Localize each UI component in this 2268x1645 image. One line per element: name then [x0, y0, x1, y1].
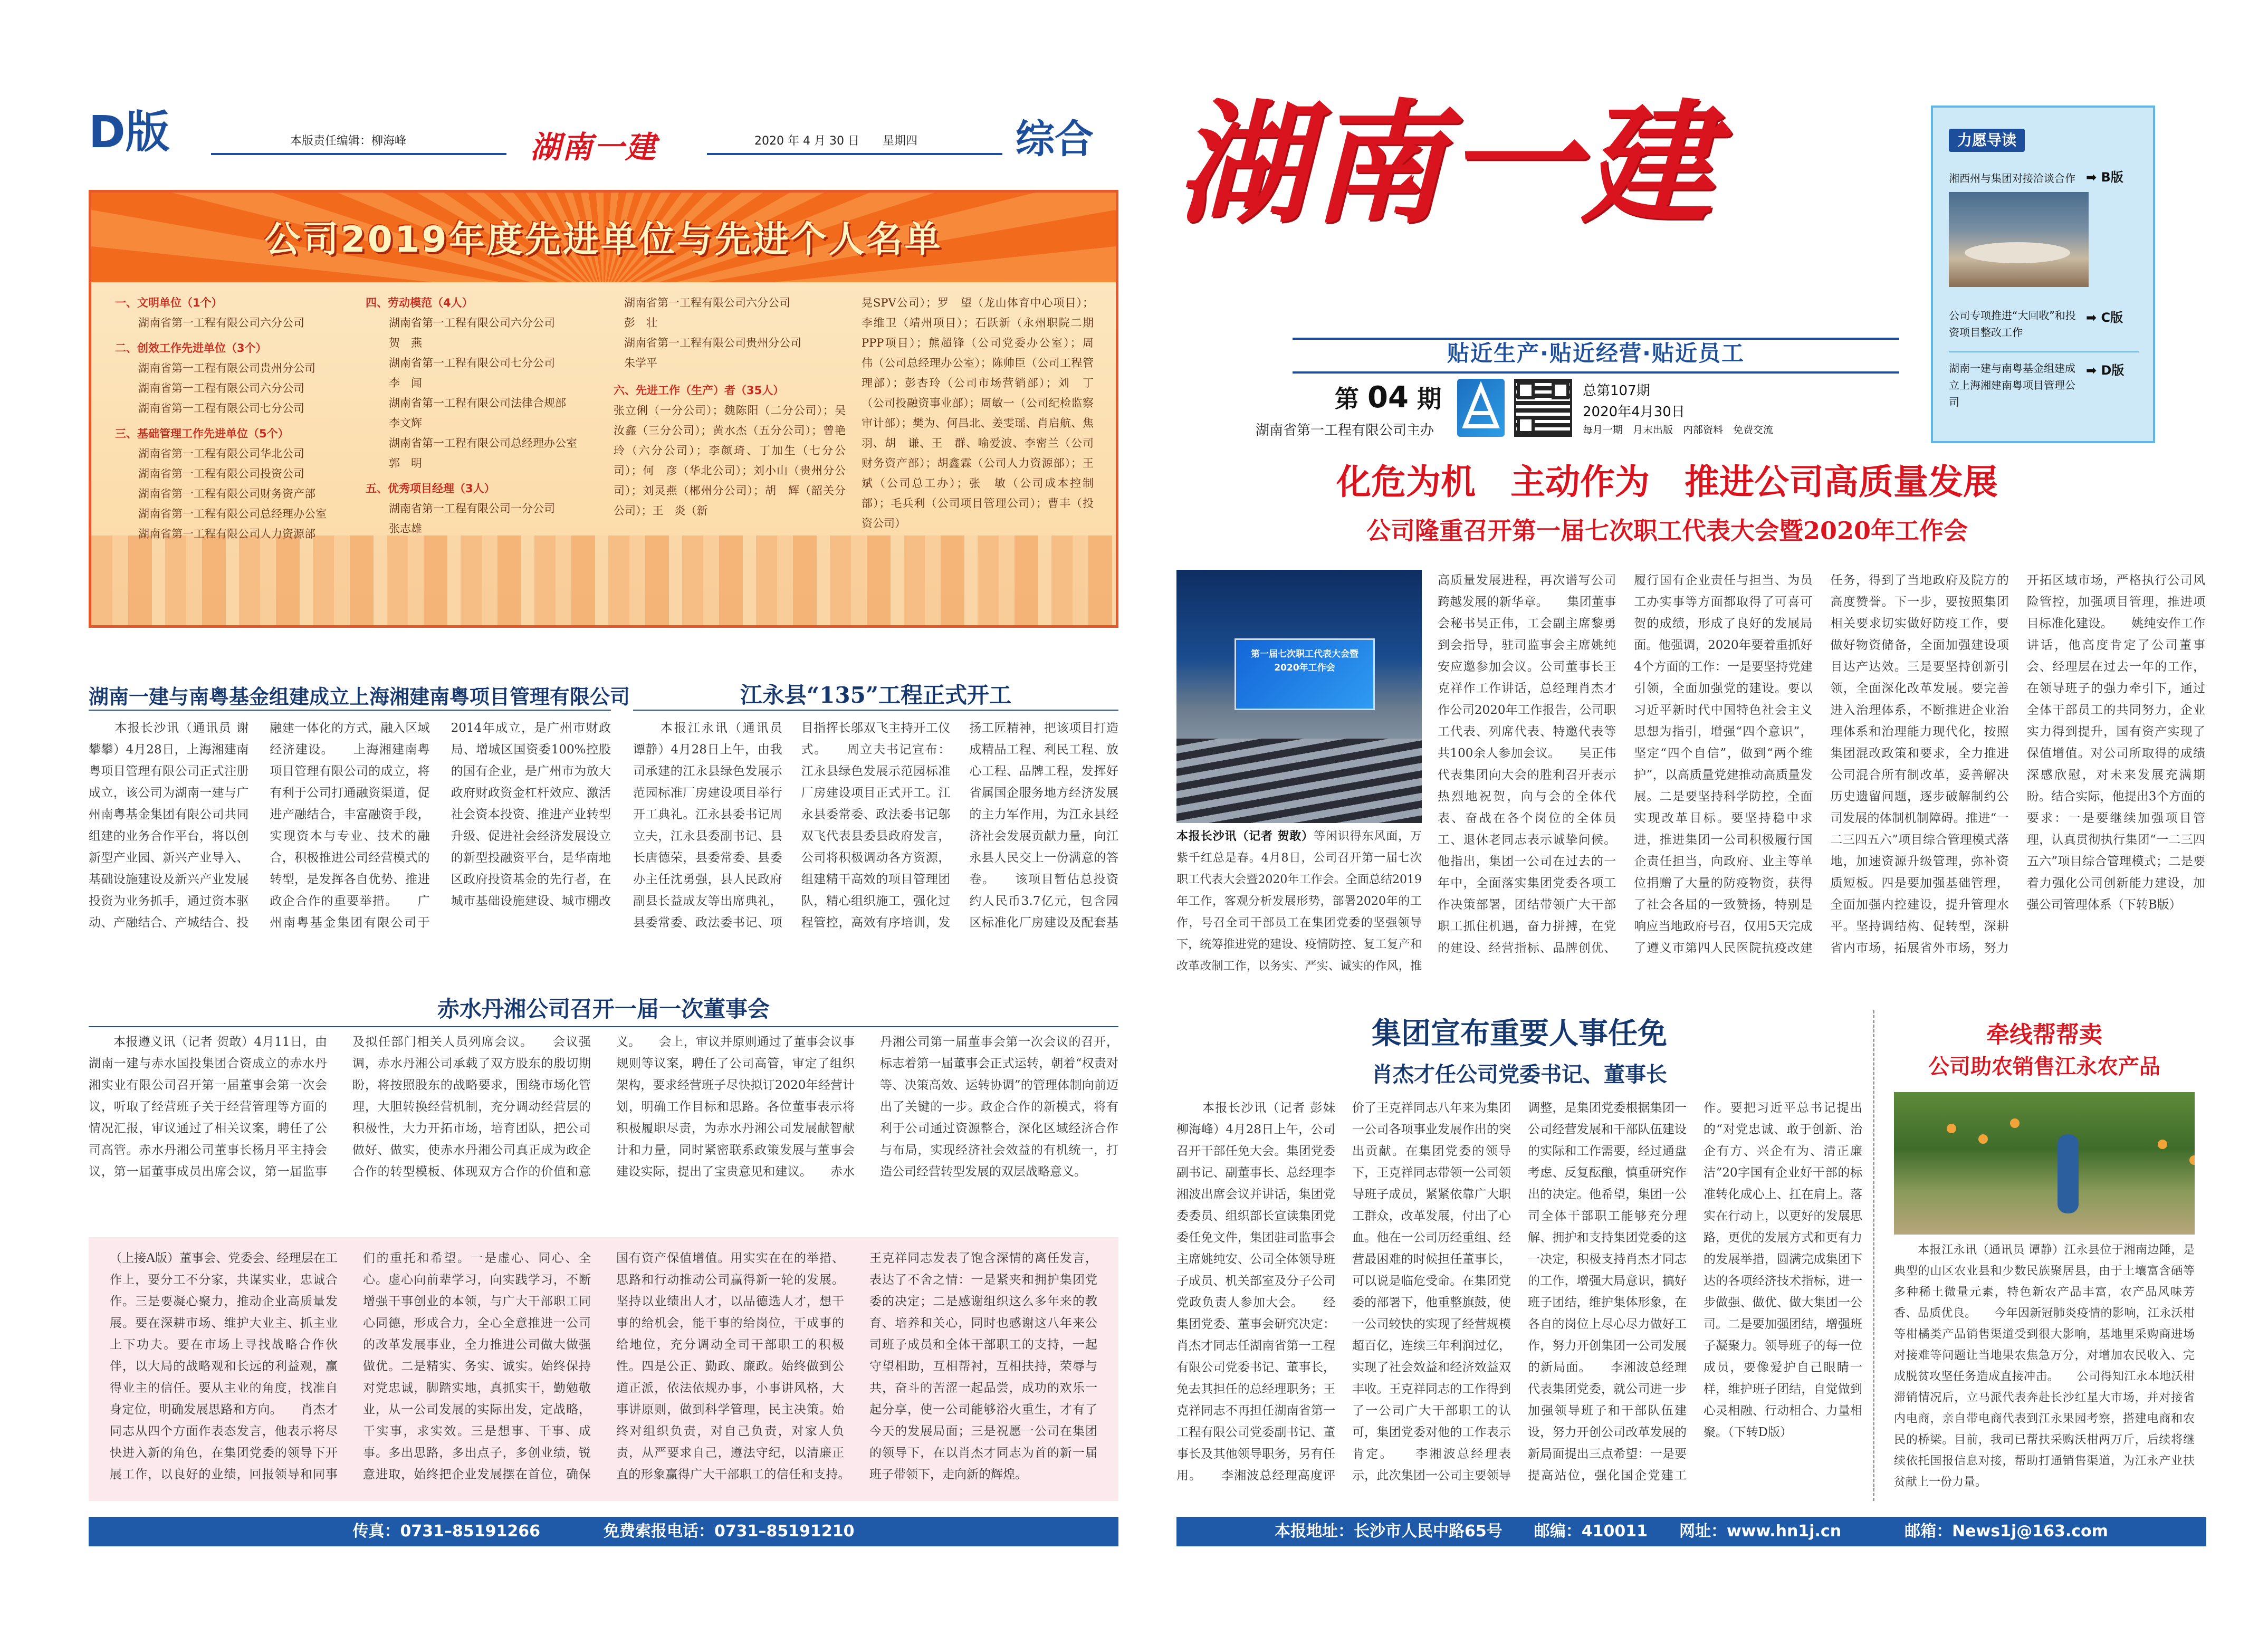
- right-footer: [1176, 1517, 2206, 1546]
- emblem-icon: [1457, 379, 1505, 437]
- issue-frequency: 每月一期 月末出版 内部资料 免费交流: [1583, 424, 1774, 436]
- honors-item: 湖南省第一工程有限公司贵州分公司: [624, 337, 801, 349]
- guide-tag: 力愿导读: [1949, 129, 2025, 152]
- arrow-right-icon: ➡: [2086, 310, 2097, 325]
- conference-screen: [1235, 638, 1375, 710]
- audience-rows: [1176, 739, 1422, 823]
- honors-col-1: [115, 293, 347, 544]
- honors-item: 张立俐（一分公司）；魏陈阳（二分公司）；吴汝鑫（三分公司）；黄水杰（五分公司）；曾艳玲（六分公司）；李颜琦、丁加生（七分公司）；何 彦（华北公司）；刘小山（贵州分公司）；刘灵燕（郴州分公司）；胡 辉（韶关分公司）；王 炎（新: [614, 404, 846, 517]
- guide-page: C版: [2101, 310, 2123, 325]
- guide-page: D版: [2101, 363, 2125, 378]
- footer-address: 本报地址：长沙市人民中路65号 邮编：410011 网址：www.hn1j.cn 邮箱：News1j@163.com: [1275, 1522, 2108, 1541]
- article2-body: [633, 718, 1118, 955]
- honors-cat: 一、文明单位（1个）: [115, 297, 223, 309]
- article3-title: 赤水丹湘公司召开一届一次董事会: [437, 996, 770, 1022]
- guide-item-1-page[interactable]: [2086, 167, 2123, 185]
- honors-item: 湖南省第一工程有限公司七分公司: [389, 357, 555, 369]
- honors-item: 湖南省第一工程有限公司投资公司: [138, 467, 304, 480]
- farm-body: [1894, 1240, 2195, 1498]
- honors-item: 湖南省第一工程有限公司财务资产部: [138, 487, 315, 500]
- honors-item: 朱学平: [624, 357, 657, 369]
- honors-item: 李文辉: [389, 417, 422, 429]
- honors-item: 湖南省第一工程有限公司六分公司: [138, 317, 304, 329]
- guide-divider: [1949, 351, 2139, 352]
- honors-item: 湖南省第一工程有限公司总经理办公室: [389, 437, 577, 449]
- issue-suffix: 期: [1417, 385, 1441, 413]
- article3-rule: [89, 1026, 1118, 1027]
- honors-col-3: [614, 293, 846, 521]
- honors-item: 湖南省第一工程有限公司人力资源部: [138, 528, 315, 540]
- guide-photo-meeting: [1949, 192, 2089, 287]
- screen-text: 第一届七次职工代表大会暨2020年工作会: [1251, 649, 1358, 673]
- honors-item: 湖南省第一工程有限公司华北公司: [138, 447, 304, 460]
- article2-text: 本报江永讯（通讯员 谭静）4月28日上午，由我司承建的江永县绿色发展示范园标准厂房建设项目举行开工典礼。江永县委书记周立夫，江永县委副书记、县长唐德荣，县委常委、县委办主任沈勇强，县人民政府副县长益成友等出席典礼，县委常委、政法委书记、项目指挥长邬双飞主持开工仪式。 周立夫书记宣布：江永县绿色发展示范园标准厂房建设项目正式开工。江永县委常委、政法委书记邬双飞代表县委县政府发言，公司将积极调动各方资源，组建精干高效的项目管理团队，精心组织施工，强化过程管控，高效有序培训，发扬工匠精神，把该项目打造成精品工程、利民工程、放心工程、品牌工程，发挥好省属国企服务地方经济发展的主力军作用，为江永县经济社会发展贡献力量，向江永县人民交上一份满意的答卷。 该项目暂估总投资约人民币3.7亿元，包含园区标准化厂房建设及配套基: [633, 721, 1118, 930]
- article1-body-cols: [89, 718, 611, 955]
- honors-item: 湖南省第一工程有限公司一分公司: [389, 502, 555, 515]
- personnel-title: 集团宣布重要人事任免: [1372, 1016, 1667, 1051]
- lead-title: 化危为机 主动作为 推进公司高质量发展: [1336, 461, 1998, 502]
- masthead-logo: 湖南一建: [1176, 86, 1717, 241]
- arrow-right-icon: ➡: [2086, 363, 2097, 378]
- article1-rule: [89, 710, 611, 711]
- lead-text: 高质量发展进程，再次谱写公司跨越发展的新华章。 集团董事会秘书吴正伟，工会副主席黎勇到会指导，驻司监事会主席姚纯安应邀参加会议。公司董事长王克祥作工作讲话，总经理肖杰才作公司2020年工作报告，公司职工代表、列席代表、特邀代表等共100余人参加会议。 吴正伟代表集团向大会的胜利召开表示热烈地祝贺，向与会的全体代表、奋战在各个岗位的全体员工、退休老同志表示诚挚问候。他指出，集团一公司在过去的一年中，全面落实集团党委各项工作决策部署，团结带领广大干部职工抓住机遇，奋力拼搏，在党的建设、经营指标、品牌创优、履行国有企业责任与担当、为员工办实事等方面都取得了可喜可贺的成绩，形成了良好的发展局面。他强调，2020年要着重抓好4个方面的工作：一是要坚持党建引领，全面加强党的建设。要以习近平新时代中国特色社会主义思想为指引，增强“四个意识”，坚定“四个自信”，做到“两个维护”，以高质量党建推动高质量发展。二是要坚持科学防控，全面实现改革目标。要坚持稳中求进，推进集团一公司积极履行国企责任担当，向政府、业主等单位捐赠了大量的防疫物资，获得了社会各届的一致赞扬，特别是响应当地政府号召，仅用5天完成了遵义市第四人民医院抗疫改建任务，得到了当地政府及院方的高度赞誉。下一步，要按照集团相关要求切实做好防疫工作，要做好物资储备，全面加强建设项目达产达效。三是要坚持创新引领，全面深化改革发展。要完善进入治理体系，不断推进企业治理体系和治理能力现代化，按照集团混改政策和要求，全力推进公司混合所有制改革，妥善解决历史遗留问题，逐步破解制约公司发展的体制机制障碍。推进“一二三四五六”项目综合管理模式落地，加速资源升级管理，弥补资质短板。四是要加强基础管理，全面加强内控建设，提升管理水平。坚持调结构、促转型，深耕省内市场，拓展省外市场，努力开拓区域市场，严格执行公司风险管控，加强项目管理，推进项目标准化建设。 姚纯安作工作讲话，他高度肯定了公司董事会、经理层在过去一年的工作，在领导班子的强力牵引下，通过全体干部员工的共同努力，企业实力得到提升，国有资产实现了保值增值。对公司所取得的成绩深感欣慰，对未来发展充满期盼。结合实际，他提出3个方面的要求：一是要继续加强项目管理，认真贯彻执行集团“一二三四五六”项目综合管理模式；二是要着力强化公司创新能力建设，加强公司管理体系（下转B版）: [1438, 573, 2205, 955]
- article3-body: [89, 1031, 1118, 1206]
- farm-text: 本报江永讯（通讯员 谭静）江永县位于湘南边陲，是典型的山区农业县和少数民族聚居县，由于土壤富含硒等多种稀土微量元素，特色新农产品丰富，农产品风味芳香、品质优良。 今年因新冠肺炎疫情的影响，江永沃柑等柑橘类产品销售渠道受到很大影响，基地里采购商进场对接难等问题让当地果农焦急万分，对增加农民收入、完成脱贫攻坚任务造成直接冲击。 公司得知江永本地沃柑滞销情况后，立马派代表奔赴长沙红星大市场，并对接省内电商，亲自带电商代表到江永果园考察，搭建电商和农民的桥梁。目前，我司已帮扶采购沃柑两万斤，后续将继续依托国报信息对接，帮助打通销售渠道，为江永产业扶贫献上一份力量。: [1894, 1244, 2195, 1489]
- continuation-body: [110, 1248, 1097, 1490]
- guide-item-2-text[interactable]: 公司专项推进“大回收”和投资项目整改工作: [1949, 309, 2076, 339]
- article1-title: 湖南一建与南粤基金组建成立上海湘建南粤项目管理有限公司: [89, 685, 630, 709]
- banner-skyline: [91, 535, 1116, 625]
- header-logo: 湖南一建: [530, 129, 657, 165]
- honors-cat: 五、优秀项目经理（3人）: [366, 482, 495, 495]
- company-emblem: [1457, 379, 1505, 437]
- issue-label: [1335, 380, 1441, 415]
- article3-text: 本报遵义讯（记者 贺敢）4月11日，由湖南一建与赤水国投集团合资成立的赤水丹湘实业有限公司召开第一届董事会第一次会议，听取了经营班子关于经营管理等方面的情况汇报，审议通过了相关议案，聘任了公司高管。赤水丹湘公司董事长杨月平主持会议，第一届董事成员出席会议，第一届监事及拟任部门相关人员列席会议。 会议强调，赤水丹湘公司承载了双方股东的殷切期盼，将按照股东的战略要求，围绕市场化管理，大胆转换经营机制，充分调动经营层的积极性，大力开拓市场，培育团队，把公司做好、做实，使赤水丹湘公司真正成为政企合作的转型模板、体现双方合作的价值和意义。 会上，审议并原则通过了董事会议事规则等议案，聘任了公司高管，审定了组织架构，要求经营班子尽快拟订2020年经营计划，明确工作目标和思路。各位董事表示将积极履职尽责，为赤水丹湘公司发展献智献计和力量，同时紧密联系政策发展与董事会建设实际，提出了宝贵意见和建议。 赤水丹湘公司第一届董事会第一次会议的召开，标志着第一届董事会正式运转，朝着“权责对等、决策高效、运转协调”的管理体制向前迈出了关键的一步。政企合作的新模式，将有利于公司通过资源整合，深化区域经济合作与布局，实现经济社会效益的有机统一，打造公司经营转型发展的双层战略意义。: [89, 1035, 1118, 1179]
- personnel-subtitle: 肖杰才任公司党委书记、董事长: [1372, 1062, 1667, 1087]
- personnel-body: [1176, 1097, 1862, 1498]
- issue-prefix: 第: [1335, 385, 1359, 413]
- honors-item: 湖南省第一工程有限公司贵州分公司: [138, 362, 315, 375]
- lead-photo-caption: [1176, 826, 1422, 979]
- honors-item: 湖南省第一工程有限公司六分公司: [389, 317, 555, 329]
- honors-item: 李 闻: [389, 377, 422, 389]
- article2-title: 江永县“135”工程正式开工: [740, 682, 1011, 708]
- guide-item-2-page[interactable]: [2086, 307, 2123, 326]
- edition-label: D版: [89, 106, 170, 158]
- guide-box: [1931, 106, 2155, 443]
- qr-code[interactable]: [1514, 379, 1572, 437]
- continuation-text: （上接A版）董事会、党委会、经理层在工作上，要分工不分家，共谋实业，忠诚合作。三是要凝心聚力，推动企业高质量发展。要在深耕市场、维护大业主、抓主业上下功夫。要在市场上寻找战略合作伙伴，以大局的战略观和长远的利益观，赢得业主的信任。要从主业的角度，找准自身定位，明确发展思路和方向。 肖杰才同志从四个方面作表态发言，他表示将尽快进入新的角色，在集团党委的领导下开展工作，以良好的业绩，回报领导和同事们的重托和希望。一是虚心、同心、全心。虚心向前辈学习，向实践学习，不断增强干事创业的本领，与广大干部职工同心同德，形成合力，全心全意推进一公司的改革发展事业，全力推进公司做大做强做优。二是精实、务实、诚实。始终保持对党忠诚，脚踏实地，真抓实干，勤勉敬业，从一公司发展的实际出发，定战略，干实事，求实效。三是想事、干事、成事。多出思路，多出点子，多创业绩，锐意进取，始终把企业发展摆在首位，确保国有资产保值增值。用实实在在的举措、思路和行动推动公司赢得新一轮的发展。坚持以业绩出人才，以品德选人才，想干事的给机会，能干事的给岗位，干成事的给地位，充分调动全司干部职工的积极性。四是公正、勤政、廉政。始终做到公道正派，依法依规办事，小事讲风格，大事讲原则，做到科学管理，民主决策。始终对组织负责，对自己负责，对家人负责，从严要求自己，遵法守纪，以清廉正直的形象赢得广大干部职工的信任和支持。 王克祥同志发表了饱含深情的离任发言，表达了不舍之情：一是紧夹和拥护集团党委的决定；二是感谢组织这么多年来的教育、培养和关心，同时也感谢这八年来公司班子成员和全体干部职工的支持，一起守望相助，互相帮衬，互相扶持，荣辱与共，奋斗的苦涩一起品尝，成功的欢乐一起分享，使一公司能够浴火重生，才有了今天的发展局面；三是祝愿一公司在集团的领导下，在以肖杰才同志为首的新一届班子带领下，走向新的辉煌。: [110, 1251, 1097, 1481]
- honors-cat: 六、先进工作（生产）者（35人）: [614, 384, 784, 397]
- honors-item: 郭 明: [389, 457, 422, 470]
- farmer-figure: [2058, 1134, 2079, 1213]
- personnel-text: 本报长沙讯（记者 彭妹 柳海峰）4月28日上午，公司召开干部任免大会。集团党委副书记、副董事长、总经理李湘波出席会议并讲话，集团党委委员、组织部长宣读集团党委任免文件，集团驻司监事会主席姚纯安、公司全体领导班子成员、机关部室及分子公司党政负责人参加大会。 经集团党委、董事会研究决定：肖杰才同志任湖南省第一工程有限公司党委书记、董事长，免去其担任的总经理职务；王克祥同志不再担任湖南省第一工程有限公司党委副书记、董事长及其他领导职务，另有任用。 李湘波总经理高度评价了王克祥同志八年来为集团一公司各项事业发展作出的突出贡献。在集团党委的领导下，王克祥同志带领一公司领导班子成员，紧紧依靠广大职工群众，改革发展，付出了心血。他在一公司历经重组、经营最困难的时候担任董事长，可以说是临危受命。在集团党委的部署下，他重整旗鼓，使一公司较快的实现了经营规模超百亿，连续三年利润过亿，实现了社会效益和经济效益双丰收。王克祥同志的工作得到了一公司广大干部职工的认可，集团党委对他的工作表示肯定。 李湘波总经理表示，此次集团一公司主要领导调整，是集团党委根据集团一公司经营发展和干部队伍建设的实际和工作需要，经过通盘考虑、反复酝酿，慎重研究作出的决定。他希望，集团一公司全体干部职工能够充分理解、拥护和支持集团党委的这一决定，积极支持肖杰才同志的工作，增强大局意识，搞好班子团结，维护集体形象，在各自的岗位上尽心尽力做好工作，努力开创集团一公司发展的新局面。 李湘波总经理代表集团党委，就公司进一步加强领导班子和干部队伍建设，努力开创公司改革发展的新局面提出三点希望：一是要提高站位，强化国企党建工作。要把习近平总书记提出的“对党忠诚、敢于创新、治企有方、兴企有为、清正廉洁”20字国有企业好干部的标准转化成心上、扛在肩上。落实在行动上，以更好的发展思路，更优的发展方式和更有力的发展举措，圆满完成集团下达的各项经济技术指标，进一步做强、做优、做大集团一公司。二是要加强团结，增强班子凝聚力。领导班子的每一位成员，要像爱护自己眼睛一样，维护班子团结，自觉做到心灵相融、行动相合、力量相聚。（下转D版）: [1176, 1101, 1862, 1483]
- article1-text: 本报长沙讯（通讯员 谢攀攀）4月28日，上海湘建南粤项目管理有限公司正式注册成立，该公司为湖南一建与广州南粤基金集团有限公司共同组建的业务合作平台，将以创新型产业园、新兴产业导入、基础设施建设及新兴产业发展投资为业务抓手，通过资本驱动、产融结合、产城结合、投融建一体化的方式，融入区域经济建设。 上海湘建南粤项目管理有限公司的成立，将有利于公司打通融资渠道，促进产融结合，丰富融资手段，实现资本与专业、技术的融合，积极推进公司经营模式的转型，是发挥各自优势、推进政企合作的重要举措。 广州南粤基金集团有限公司于2014年成立，是广州市财政局、增城区国资委100%控股的国有企业，是广州市为放大政府财政资金杠杆效应、激活社会资本投资、推进产业转型升级、促进社会经济发展设立的新型投融资平台，是华南地区政府投资基金的先行者，在城市基础设施建设、城市棚改: [89, 721, 611, 930]
- honors-banner: [89, 190, 1118, 628]
- qr-code-icon: [1516, 381, 1570, 435]
- lead-intro: 等闲识得东风面，万紫千红总是春。4月8日，公司召开第一届七次职工代表大会暨2020年工作会。全面总结2019年工作，客观分析发展形势，部署2020年的工作，号召全司干部员工在集团党委的坚强领导下，统筹推进党的建设、疫情防控、复工复产和改革改制工作，以务实、严实、诚实的作风，推: [1176, 830, 1422, 973]
- editor-credit: 本版责任编辑：柳海峰: [290, 135, 407, 148]
- farm-photo-orchard: [1894, 1092, 2195, 1235]
- honors-item: 湖南省第一工程有限公司六分公司: [624, 297, 790, 309]
- issue-date: 2020年4月30日: [1583, 404, 1685, 420]
- honors-col-2: [366, 293, 587, 539]
- guide-page: B版: [2101, 170, 2123, 185]
- header-date: 2020 年 4 月 30 日 星期四: [754, 135, 917, 148]
- honors-cat: 三、基础管理工作先进单位（5个）: [115, 427, 289, 440]
- honors-item: 晃SPV公司）；罗 望（龙山体育中心项目）；李维卫（靖州项目）；石跃新（永州职院二期PPP项目）；熊超锋（公司党委办公室）；周 伟（公司总经理办公室）；陈帅臣（公司工程管理部）；彭杏玲（公司市场营销部）；刘 丁（公司投融资事业部）；周敏一（公司纪检监察审计部）；樊为、何昌北、姜雯瑶、肖启航、焦 羽、胡 谦、王 群、喻爱波、李密兰（公司财务资产部）；胡鑫霖（公司人力资源部）；王斌（公司总工办）；张 敏（公司成本控制部）；毛兵利（公司项目管理公司）；曹丰（投资公司）: [862, 297, 1105, 530]
- section-label: 综合: [1016, 117, 1094, 162]
- lead-photo-conference: [1176, 570, 1422, 823]
- sponsor: 湖南省第一工程有限公司主办: [1256, 423, 1434, 438]
- honors-item: 湖南省第一工程有限公司总经理办公室: [138, 508, 327, 520]
- honors-cat: 二、创效工作先进单位（3个）: [115, 342, 267, 355]
- header-rule-1: [211, 153, 506, 155]
- honors-title: 公司2019年度先进单位与先进个人名单: [264, 219, 943, 261]
- guide-item-1-text[interactable]: 湘西州与集团对接洽谈合作: [1949, 172, 2075, 185]
- issue-number: 04: [1367, 380, 1409, 415]
- honors-item: 湖南省第一工程有限公司七分公司: [138, 402, 304, 415]
- continuation-box: [89, 1237, 1118, 1501]
- arrow-right-icon: ➡: [2086, 170, 2097, 185]
- honors-item: 彭 壮: [624, 317, 657, 329]
- honors-col-4: [862, 293, 1105, 533]
- lead-subtitle: 公司隆重召开第一届七次职工代表大会暨2020年工作会: [1366, 517, 1968, 545]
- guide-item-3-text[interactable]: 湖南一建与南粤基金组建成立上海湘建南粤项目管理公司: [1949, 362, 2075, 408]
- total-issue: 总第107期: [1583, 383, 1650, 399]
- guide-item-3-page[interactable]: [2086, 360, 2124, 378]
- footer-contacts: 传真：0731–85191266 免费索报电话：0731–85191210: [352, 1522, 855, 1541]
- page-a: [1134, 0, 2268, 1645]
- article2-rule: [633, 710, 1118, 711]
- honors-item: 湖南省第一工程有限公司六分公司: [138, 382, 304, 395]
- farm-title-2: 公司助农销售江永农产品: [1928, 1054, 2160, 1079]
- honors-item: 贺 燕: [389, 337, 422, 349]
- slogan: 贴近生产·贴近经营·贴近员工: [1447, 340, 1745, 366]
- farm-title-1: 牵线帮帮卖: [1986, 1021, 2102, 1048]
- honors-item: 张志雄: [389, 522, 422, 535]
- honors-item: 湖南省第一工程有限公司法律合规部: [389, 397, 566, 409]
- orange-fruit: [1947, 1124, 1956, 1133]
- left-footer: [89, 1517, 1118, 1546]
- lead-body: [1438, 570, 2205, 979]
- caption-credit: 本报长沙讯（记者 贺敢）: [1176, 829, 1314, 843]
- meeting-table: [1965, 242, 2070, 263]
- header-rule-2: [707, 153, 1002, 155]
- honors-cat: 四、劳动模范（4人）: [366, 297, 473, 309]
